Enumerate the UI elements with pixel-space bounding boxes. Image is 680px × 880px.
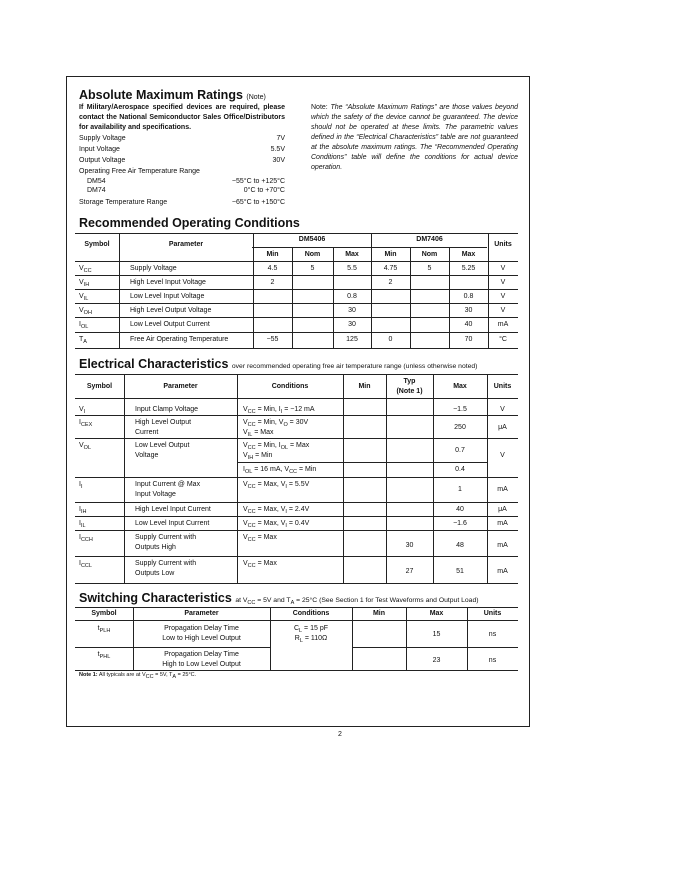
sc-header-max: Max: [429, 610, 444, 617]
amr-item-value: 30V: [272, 157, 285, 164]
ec-cell-symbol: $V_{OL}$: [79, 442, 92, 451]
sc-header-units: Units: [483, 610, 502, 617]
ec-cell-parameter: Low Level Output: [135, 442, 190, 449]
roc-cell-value: 0: [388, 336, 393, 343]
roc-cell-symbol: $V_{IL}$: [79, 293, 89, 302]
sc-header-parameter: Parameter: [184, 610, 219, 617]
roc-cell-parameter: Supply Voltage: [130, 265, 177, 272]
ec-cell-parameter: High Level Output: [135, 419, 192, 426]
ec-row-rule: [75, 438, 518, 439]
roc-cell-value: 5.5: [347, 265, 357, 272]
roc-group-rule: [252, 247, 487, 248]
amr-title-note: (Note): [246, 94, 266, 101]
ec-cell-symbol: $I_{CEX}$: [79, 419, 93, 428]
ec-cell-units: mA: [497, 568, 508, 575]
ec-cell-conditions: $V_{CC}$ = Min, $I_I = -12$ mA: [243, 406, 315, 415]
ec-row-rule: [75, 530, 518, 531]
ec-cell-conditions-line2: $V_{IL}$ = Max: [243, 429, 274, 438]
sc-cell-max: 23: [432, 657, 441, 664]
roc-header-dm5406: DM5406: [298, 236, 326, 243]
roc-bottom-rule: [75, 348, 518, 349]
roc-cell-value: 0.8: [463, 293, 474, 300]
roc-cell-units: V: [500, 265, 506, 272]
amr-item-label: Storage Temperature Range: [79, 199, 168, 206]
amr-note-label: Note:: [311, 104, 328, 111]
roc-cell-value: 40: [464, 321, 473, 328]
ec-cell-conditions: $V_{CC}$ = Max, $V_I = 5.5V$: [243, 481, 310, 490]
sc-subtitle: at $V_{CC} = 5V$ and $T_A = 25^\circ C$ (See Section 1 for Test Waveforms and Output Load): [235, 597, 479, 606]
ec-cell-units: μA: [498, 424, 507, 431]
ec-cell-typ: 27: [405, 568, 414, 575]
sc-cell-units: ns: [488, 657, 497, 664]
amr-item: [87, 186, 285, 196]
roc-cell-symbol: $V_{OH}$: [79, 307, 92, 316]
roc-cell-units: V: [500, 293, 506, 300]
ec-row-rule: [75, 502, 518, 503]
ec-top-rule: [75, 374, 518, 375]
roc-cell-value: 4.75: [383, 265, 398, 272]
ec-cell-parameter-line2: Current: [135, 429, 159, 436]
sc-cond2: $R_L = 110\Omega$: [294, 635, 328, 644]
roc-cell-value: 125: [346, 336, 358, 343]
column-line: [343, 374, 344, 583]
ec-cell-conditions: $V_{CC}$ = Min, $V_O = 30V$: [243, 419, 309, 428]
roc-header-min: Min: [266, 251, 279, 258]
roc-cell-symbol: $V_{IH}$: [79, 279, 90, 288]
ec-cell-max: 0.7: [455, 447, 465, 454]
roc-cell-value: 5: [310, 265, 315, 272]
ec-cell-max: 48: [456, 542, 464, 549]
sc-row-rule: [75, 647, 133, 648]
roc-header-nom: Nom: [304, 251, 321, 258]
roc-header-dm7406: DM7406: [416, 236, 443, 243]
ec-cell-symbol: $I_I$: [79, 481, 83, 490]
ec-row-rule: [237, 462, 487, 463]
ec-header-typ: Typ: [403, 378, 416, 385]
ec-cell-conditions: $V_{CC}$ = Max: [243, 560, 277, 569]
ec-subtitle: over recommended operating free air temperature range (unless otherwise noted): [231, 363, 478, 370]
sc-cell-parameter: Propagation Delay Time: [164, 651, 239, 658]
ec-cell-conditions: $V_{CC}$ = Max: [243, 534, 277, 543]
column-line: [237, 374, 238, 583]
roc-cell-parameter: High Level Output Voltage: [130, 307, 212, 314]
roc-cell-value: 5.25: [461, 265, 476, 272]
page-number: 2: [338, 731, 342, 738]
roc-cell-value: 0.8: [347, 293, 357, 300]
roc-cell-value: 70: [464, 336, 473, 343]
amr-note-text: The “Absolute Maximum Ratings” are those values beyond which the safety of the device cannot be guaranteed. The device should not be operated at these limits. The parametric values defined in the “Electrical Characteristics” table are not guaranteed at the absolute maximum ratings. The “Recommended Operating Conditions” table will define the conditions for actual device operation.: [311, 104, 518, 171]
sc-cond1: $C_L = 15$ pF: [293, 625, 328, 634]
roc-row-rule: [75, 332, 518, 333]
ec-cell-parameter-line2: Voltage: [135, 452, 159, 459]
ec-row-rule: [75, 556, 518, 557]
roc-cell-symbol: $I_{OL}$: [79, 321, 89, 330]
roc-cell-value: 30: [348, 307, 356, 314]
sc-title: [79, 591, 479, 605]
ec-header-max: Max: [453, 383, 467, 390]
amr-item: [79, 134, 285, 144]
roc-row-rule: [75, 289, 518, 290]
roc-header-max: Max: [461, 251, 476, 258]
roc-title: Recommended Operating Conditions: [79, 216, 300, 230]
sc-header-conditions: Conditions: [292, 610, 330, 617]
ec-header-parameter: Parameter: [163, 383, 198, 390]
ec-cell-typ: 30: [405, 542, 414, 549]
ec-cell-units: V: [500, 406, 505, 413]
ec-cell-parameter: Supply Current with: [135, 560, 197, 567]
ec-cell-max: 250: [454, 424, 466, 431]
roc-cell-parameter: Low Level Output Current: [130, 321, 210, 328]
sc-row-rule: [352, 647, 518, 648]
roc-cell-units: V: [500, 307, 506, 314]
ec-cell-conditions: $V_{CC}$ = Max, $V_I = 2.4V$: [243, 506, 310, 515]
ec-cell-conditions-line2: $V_{IH}$ = Min: [243, 452, 273, 461]
roc-row-rule: [75, 275, 518, 276]
ec-cell-parameter-line2: Outputs High: [135, 544, 176, 551]
sc-header-symbol: Symbol: [91, 610, 117, 617]
ec-cell-conditions: $V_{CC}$ = Max, $V_I = 0.4V$: [243, 520, 310, 529]
ec-cell-units: V: [500, 452, 505, 459]
amr-item-value: 5.5V: [270, 146, 285, 153]
roc-header-min: Min: [384, 251, 397, 258]
ec-cell-symbol: $I_{IH}$: [79, 506, 87, 515]
roc-header-parameter: Parameter: [168, 241, 204, 248]
roc-cell-units: V: [500, 279, 506, 286]
roc-header-nom: Nom: [421, 251, 438, 258]
ec-header-rule: [75, 398, 518, 399]
amr-item-label: Operating Free Air Temperature Range: [79, 168, 200, 175]
amr-item-value: −65°C to +150°C: [231, 199, 285, 206]
roc-cell-parameter: High Level Input Voltage: [130, 279, 206, 286]
amr-item-label: DM74: [87, 187, 106, 194]
sc-cell-parameter-line2: Low to High Level Output: [162, 635, 241, 642]
ec-cell-units: mA: [497, 520, 508, 527]
roc-header-symbol: Symbol: [84, 241, 110, 248]
footnote-text: All typicals are at $V_{CC} = 5V$, $T_A = 25^\circ C$.: [98, 672, 197, 680]
sc-cell-symbol: $t_{PHL}$: [97, 651, 111, 660]
sc-top-rule: [75, 607, 518, 608]
ec-header-symbol: Symbol: [86, 383, 113, 390]
ec-cell-units: mA: [497, 542, 508, 549]
sc-cell-units: ns: [488, 631, 497, 638]
ec-cell-parameter-line2: Outputs Low: [135, 570, 175, 577]
ec-cell-max: −1.6: [453, 520, 467, 527]
ec-row-rule: [75, 516, 518, 517]
ec-cell-max: 0.4: [455, 466, 465, 473]
ec-cell-symbol: $I_{CCH}$: [79, 534, 93, 543]
roc-cell-value: 2: [388, 279, 393, 286]
ec-cell-max: −1.5: [453, 406, 467, 413]
ec-cell-parameter-line2: Input Voltage: [135, 491, 176, 498]
amr-item-label: DM54: [87, 178, 106, 185]
ec-header-min: Min: [358, 383, 371, 390]
roc-cell-value: 30: [464, 307, 473, 314]
ec-title-text: Electrical Characteristics: [79, 357, 229, 371]
roc-cell-value: 5: [427, 265, 432, 272]
ec-header-units: Units: [493, 383, 512, 390]
ec-row-rule: [75, 415, 518, 416]
amr-item: [79, 198, 285, 208]
ec-title: [79, 357, 477, 371]
roc-cell-units: mA: [497, 321, 509, 328]
ec-cell-parameter: High Level Input Current: [135, 506, 211, 513]
ec-cell-conditions: $V_{CC}$ = Min, $I_{OL}$ = Max: [243, 442, 310, 451]
amr-item-label: Output Voltage: [79, 157, 126, 164]
ec-cell-max: 1: [458, 486, 462, 493]
ec-cell-parameter: Input Clamp Voltage: [135, 406, 199, 413]
roc-cell-value: 4.5: [267, 265, 278, 272]
ec-cell-symbol: $I_{IL}$: [79, 520, 86, 529]
ec-cell-max: 51: [456, 568, 464, 575]
amr-item: [79, 145, 285, 155]
roc-header-units: Units: [494, 241, 512, 248]
footnote-label: Note 1:: [79, 672, 98, 678]
sc-cell-symbol: $t_{PLH}$: [97, 625, 111, 634]
roc-header-max: Max: [345, 251, 359, 258]
ec-cell-symbol: $V_I$: [79, 406, 86, 415]
ec-cell-max: 40: [456, 506, 464, 513]
ec-cell-conditions: $I_{OL} = 16$ mA, $V_{CC}$ = Min: [243, 466, 317, 475]
roc-cell-parameter: Free Air Operating Temperature: [130, 336, 229, 343]
column-line: [119, 233, 120, 348]
roc-row-rule: [75, 303, 518, 304]
ec-cell-parameter: Low Level Input Current: [135, 520, 210, 527]
amr-note: [311, 103, 518, 173]
column-line: [124, 374, 125, 583]
amr-item-value: 0°C to +70°C: [243, 187, 285, 194]
amr-item-label: Input Voltage: [79, 146, 120, 153]
roc-cell-value: 2: [270, 279, 275, 286]
ec-cell-symbol: $I_{CCL}$: [79, 560, 92, 569]
amr-warning: If Military/Aerospace specified devices are required, please contact the National Semiconductor Sales Office/Distributors for availability and specifications.: [79, 104, 285, 131]
roc-cell-value: 30: [348, 321, 356, 328]
amr-item: [79, 156, 285, 166]
column-line: [386, 374, 387, 583]
sc-header-rule: [75, 620, 518, 621]
ec-header-conditions: Conditions: [271, 383, 309, 390]
roc-row-rule: [75, 317, 518, 318]
roc-cell-value: −55: [266, 336, 279, 343]
sc-row-rule: [133, 647, 270, 648]
ec-cell-parameter: Supply Current with: [135, 534, 197, 541]
amr-title: [79, 88, 266, 102]
ec-cell-units: μA: [498, 506, 507, 513]
amr-item: [79, 167, 285, 177]
roc-cell-symbol: $T_A$: [79, 336, 87, 345]
roc-top-rule: [75, 233, 518, 234]
sc-cell-parameter: Propagation Delay Time: [164, 625, 239, 632]
ec-row-rule: [75, 477, 518, 478]
amr-item-value: −55°C to +125°C: [231, 178, 285, 185]
ec-cell-parameter: Input Current @ Max: [135, 481, 201, 488]
amr-title-text: Absolute Maximum Ratings: [79, 88, 243, 102]
amr-item-label: Supply Voltage: [79, 135, 126, 142]
column-line: [488, 233, 489, 348]
ec-bottom-rule: [75, 583, 518, 584]
roc-header-rule: [75, 261, 518, 262]
sc-cell-max: 15: [432, 631, 441, 638]
roc-cell-symbol: $V_{CC}$: [79, 265, 92, 274]
sc-title-text: Switching Characteristics: [79, 591, 232, 605]
roc-cell-parameter: Low Level Input Voltage: [130, 293, 205, 300]
sc-cell-parameter-line2: High to Low Level Output: [162, 661, 241, 668]
amr-item-value: 7V: [276, 135, 285, 142]
sc-header-min: Min: [372, 610, 386, 617]
roc-cell-units: °C: [499, 336, 507, 343]
footnote: [79, 671, 196, 679]
ec-cell-units: mA: [497, 486, 508, 493]
ec-header-typ-note: (Note 1): [396, 388, 423, 395]
